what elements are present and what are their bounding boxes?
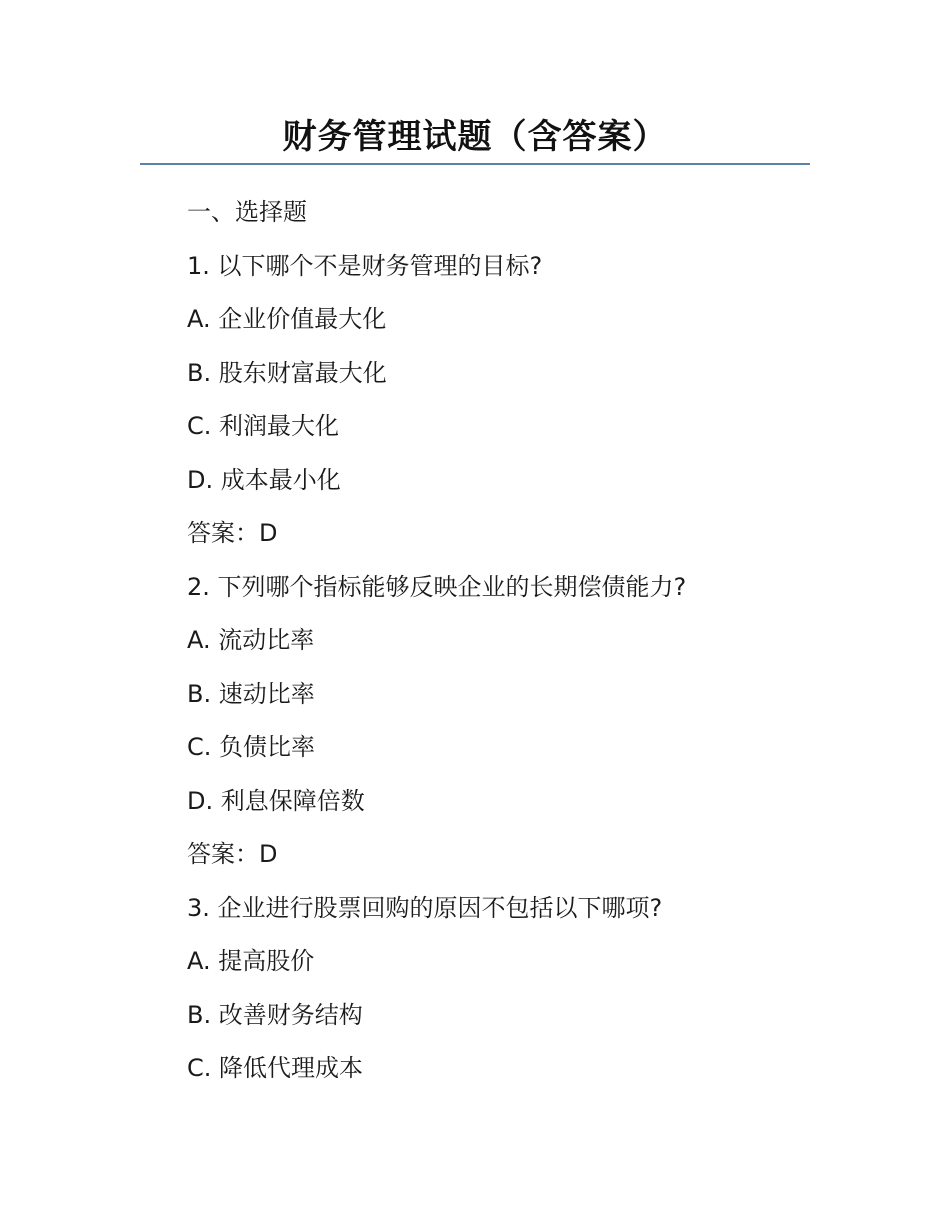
question-3-option-c: C. 降低代理成本 <box>187 1054 364 1082</box>
document-body <box>187 190 807 1100</box>
question-2-option-c: C. 负债比率 <box>187 733 316 761</box>
question-2-answer: 答案：D <box>187 840 278 868</box>
question-1-answer: 答案：D <box>187 519 278 547</box>
question-3-option-b: B. 改善财务结构 <box>187 1000 363 1029</box>
document-title: 财务管理试题（含答案） <box>282 117 668 157</box>
title-underline <box>140 163 810 165</box>
question-1-text: 1. 以下哪个不是财务管理的目标? <box>187 251 543 280</box>
question-2-option-a: A. 流动比率 <box>187 626 315 654</box>
question-2-text: 2. 下列哪个指标能够反映企业的长期偿债能力? <box>187 572 687 601</box>
question-3-option-a: A. 提高股价 <box>187 947 315 975</box>
question-3-text: 3. 企业进行股票回购的原因不包括以下哪项? <box>187 893 663 922</box>
question-2-option-d: D. 利息保障倍数 <box>187 786 365 815</box>
question-1-option-a: A. 企业价值最大化 <box>187 305 387 333</box>
question-1-option-c: C. 利润最大化 <box>187 412 340 440</box>
question-1-option-d: D. 成本最小化 <box>187 465 341 494</box>
question-1-option-b: B. 股东财富最大化 <box>187 358 387 387</box>
section-heading: 一、选择题 <box>187 198 307 226</box>
question-2-option-b: B. 速动比率 <box>187 679 315 708</box>
